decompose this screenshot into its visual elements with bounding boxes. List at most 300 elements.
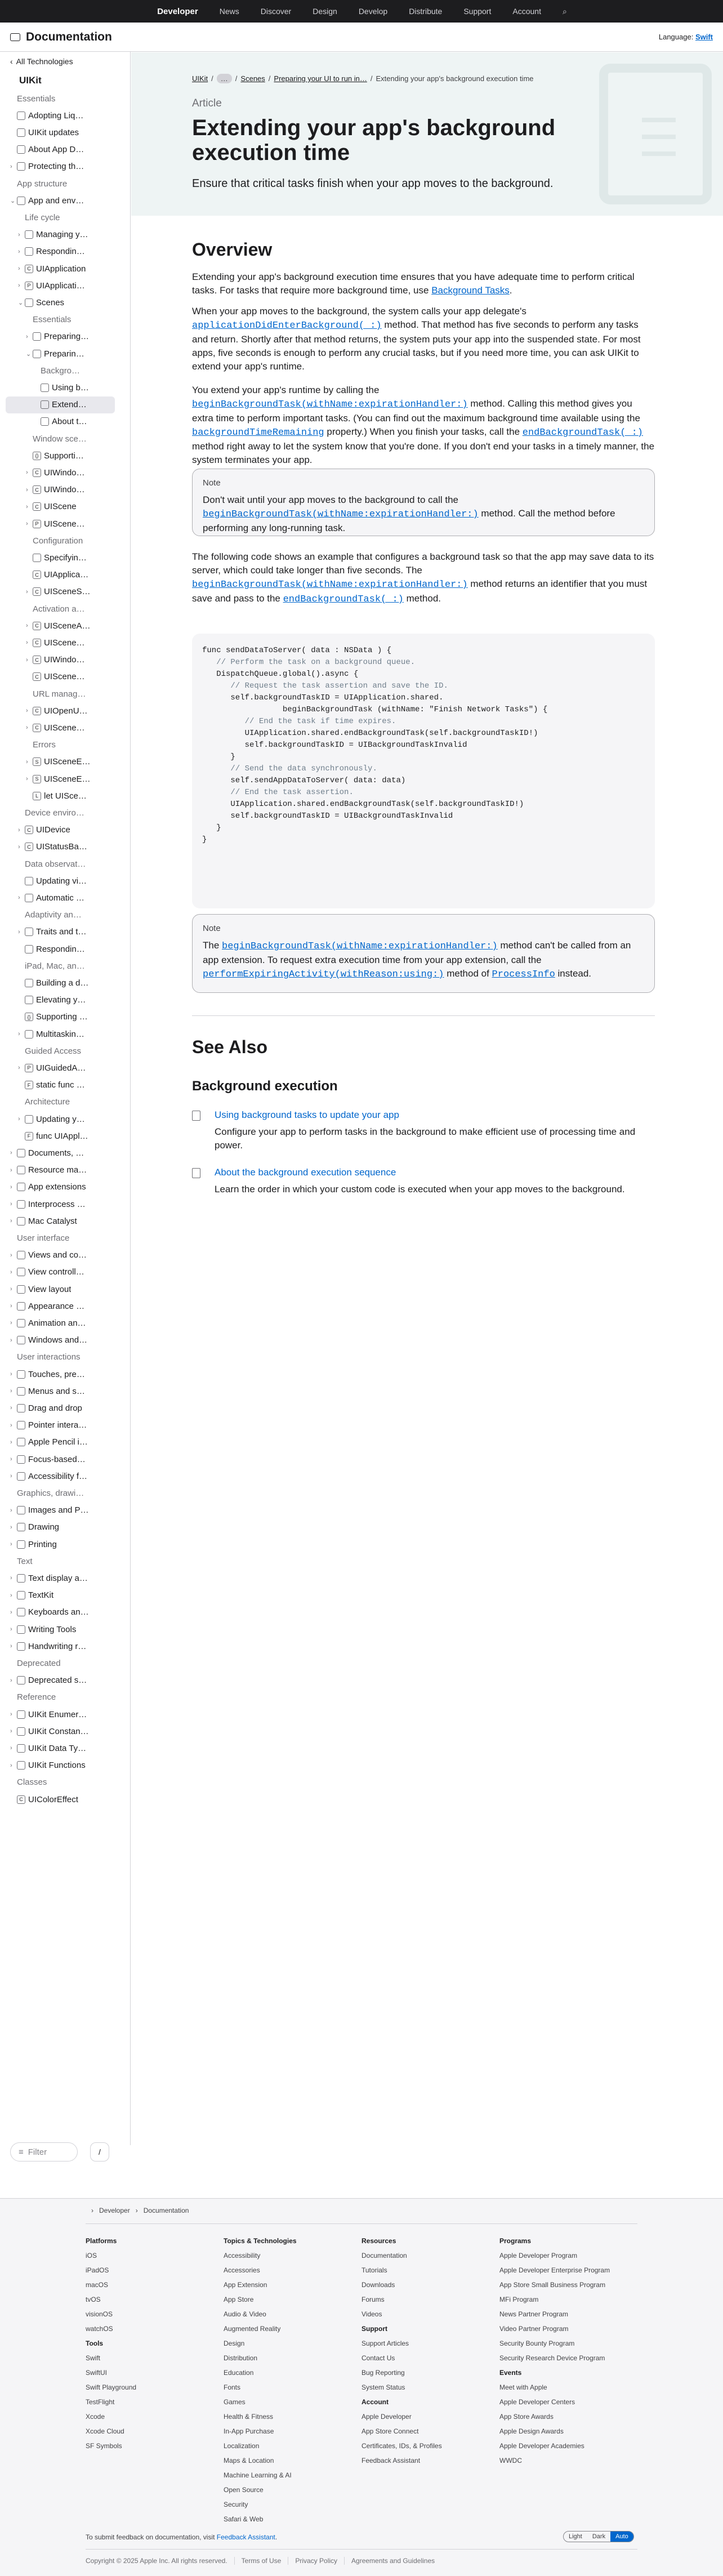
footer-link[interactable]: News Partner Program: [499, 2310, 569, 2318]
footer-link[interactable]: Tutorials: [362, 2266, 387, 2274]
footer-crumb-documentation[interactable]: Documentation: [143, 2207, 189, 2214]
sidebar-item[interactable]: [6, 396, 115, 413]
sidebar-item[interactable]: [0, 226, 131, 243]
sidebar-item[interactable]: [0, 583, 131, 600]
footer-link[interactable]: Safari & Web: [224, 2515, 264, 2523]
footer-link[interactable]: Localization: [224, 2442, 260, 2450]
local-nav: [0, 23, 723, 52]
documentation-title[interactable]: Documentation: [26, 30, 112, 43]
footer-link[interactable]: Swift: [86, 2354, 101, 2362]
nav-develop[interactable]: Develop: [358, 7, 388, 16]
article-icon: [25, 877, 33, 885]
sidebar-item[interactable]: [0, 1162, 131, 1179]
sidebar-item[interactable]: [0, 1127, 131, 1144]
sidebar-item-label: Deprecated s…: [28, 1675, 87, 1686]
footer-link[interactable]: Feedback Assistant: [362, 2457, 421, 2464]
chevron-right-icon[interactable]: ›: [26, 486, 28, 493]
sidebar-item[interactable]: [0, 1740, 131, 1757]
footer-link[interactable]: Open Source: [224, 2486, 264, 2494]
p3-text: You extend your app's runtime by calling the: [192, 385, 380, 395]
sidebar-item[interactable]: [0, 941, 131, 957]
sidebar-item[interactable]: [0, 1077, 131, 1094]
sidebar-item[interactable]: [0, 1587, 131, 1604]
chevron-right-icon[interactable]: ›: [10, 1762, 12, 1769]
sidebar-item[interactable]: [0, 243, 131, 260]
article-icon: [17, 1302, 25, 1311]
breadcrumb-more[interactable]: …: [217, 74, 232, 83]
background-time-remaining-link[interactable]: backgroundTimeRemaining: [192, 427, 324, 438]
note1-begin-link[interactable]: beginBackgroundTask(withName:expirationHandler:): [203, 509, 479, 520]
footer-link[interactable]: Augmented Reality: [224, 2325, 281, 2333]
footer-link[interactable]: Documentation: [362, 2252, 407, 2259]
article-icon: [17, 1523, 25, 1531]
article-icon: [17, 1472, 25, 1481]
background-tasks-link[interactable]: Background Tasks: [431, 285, 510, 296]
sidebar-item[interactable]: [0, 192, 131, 209]
sidebar-item-label: Adaptivity an…: [25, 910, 82, 920]
footer-link[interactable]: Meet with Apple: [499, 2383, 547, 2391]
footer-link[interactable]: Fonts: [224, 2383, 241, 2391]
all-technologies-link[interactable]: [0, 52, 130, 71]
chevron-right-icon[interactable]: ›: [10, 1166, 12, 1174]
footer-link[interactable]: MFi Program: [499, 2296, 539, 2303]
article-icon: [17, 1285, 25, 1294]
chevron-right-icon[interactable]: ›: [26, 707, 28, 715]
sidebar-item[interactable]: [0, 889, 131, 906]
note-callout-1: [192, 469, 655, 536]
sidebar-item[interactable]: [0, 1400, 131, 1416]
sidebar-item[interactable]: [0, 1536, 131, 1553]
article-icon: [17, 1642, 25, 1651]
chevron-right-icon[interactable]: ›: [26, 588, 28, 595]
chevron-right-icon[interactable]: ›: [18, 231, 20, 238]
chevron-right-icon[interactable]: ›: [26, 333, 28, 340]
sidebar-item[interactable]: [0, 1314, 131, 1331]
sidebar-item[interactable]: [0, 294, 131, 311]
footer-link[interactable]: Security Bounty Program: [499, 2339, 575, 2347]
note2-text-3: method of: [444, 968, 492, 979]
chevron-right-icon[interactable]: ›: [18, 1031, 20, 1037]
footer-link[interactable]: macOS: [86, 2281, 109, 2289]
chevron-right-icon[interactable]: ›: [18, 1116, 20, 1122]
footer-link[interactable]: Apple Design Awards: [499, 2427, 564, 2435]
symbol-icon: L: [33, 792, 41, 800]
footer-link[interactable]: App Store Awards: [499, 2413, 554, 2421]
sidebar-item[interactable]: [0, 668, 131, 685]
topic-link[interactable]: Using background tasks to update your app: [215, 1109, 399, 1120]
chevron-right-icon[interactable]: ›: [10, 1728, 12, 1735]
chevron-right-icon[interactable]: ›: [10, 1711, 12, 1718]
chevron-right-icon[interactable]: ›: [26, 622, 28, 630]
chevron-right-icon[interactable]: ›: [10, 1405, 12, 1412]
sidebar-item-label: UIKit Constan…: [28, 1726, 89, 1736]
sidebar-item-label: Handwriting r…: [28, 1641, 87, 1651]
footer-link[interactable]: Design: [224, 2339, 245, 2347]
footer-link[interactable]: iPadOS: [86, 2266, 109, 2274]
chevron-right-icon[interactable]: ›: [10, 1575, 12, 1582]
sidebar-item[interactable]: [0, 1009, 131, 1026]
sidebar-item-label: Essentials: [33, 315, 72, 325]
sidebar-item[interactable]: [0, 1723, 131, 1740]
chevron-right-icon[interactable]: ›: [26, 724, 28, 732]
sidebar-item[interactable]: [0, 1451, 131, 1468]
sidebar-group-label: [0, 1094, 131, 1111]
topic-description: Learn the order in which your custom code is executed when your app moves to the background.: [215, 1184, 625, 1195]
end-background-task-link[interactable]: endBackgroundTask(_:): [522, 427, 644, 438]
article-icon: [25, 928, 33, 936]
sidebar-item-label: Graphics, drawi…: [17, 1488, 84, 1498]
sidebar-item[interactable]: [0, 1247, 131, 1264]
chevron-down-icon[interactable]: ⌄: [10, 197, 16, 204]
sidebar-group-label: [0, 209, 131, 226]
footer-link[interactable]: App Store Connect: [362, 2427, 419, 2435]
sidebar-item[interactable]: [0, 498, 131, 515]
footer-link[interactable]: Videos: [362, 2310, 382, 2318]
perform-expiring-activity-link[interactable]: performExpiringActivity(withReason:using:): [203, 969, 444, 980]
chevron-down-icon[interactable]: ⌄: [18, 299, 24, 306]
footer-link[interactable]: Xcode: [86, 2413, 105, 2421]
sidebar-item-label: Preparin…: [44, 349, 84, 359]
footer-column: [362, 2234, 491, 2468]
nav-discover[interactable]: Discover: [260, 7, 292, 16]
sidebar-item[interactable]: [0, 277, 131, 294]
footer-link[interactable]: SF Symbols: [86, 2442, 122, 2450]
sidebar-section-title[interactable]: UIKit: [19, 75, 42, 86]
article-icon: [17, 1761, 25, 1770]
footer-link[interactable]: watchOS: [86, 2325, 113, 2333]
article-icon: [192, 1111, 200, 1121]
topic-link[interactable]: About the background execution sequence: [215, 1167, 396, 1178]
chevron-right-icon[interactable]: ›: [10, 1438, 12, 1446]
symbol-icon: C: [33, 707, 41, 715]
sidebar-item[interactable]: [0, 754, 131, 770]
chevron-right-icon[interactable]: ›: [26, 776, 28, 782]
article-icon: [33, 350, 41, 358]
sidebar-item[interactable]: [0, 549, 131, 566]
nav-distribute[interactable]: Distribute: [409, 7, 443, 16]
sidebar-item[interactable]: [0, 1468, 131, 1485]
sidebar-item[interactable]: [0, 1791, 131, 1808]
sidebar-item-label: UIApplica…: [44, 570, 89, 580]
sidebar-item[interactable]: [0, 515, 131, 532]
footer-link[interactable]: Apple Developer: [362, 2413, 412, 2421]
sidebar-item[interactable]: [0, 1026, 131, 1042]
sidebar-item[interactable]: [0, 719, 131, 736]
footer-link[interactable]: Machine Learning & AI: [224, 2471, 292, 2479]
sidebar-item-label: Elevating y…: [36, 995, 86, 1005]
footer-crumb-developer[interactable]: Developer: [99, 2207, 130, 2214]
footer-link[interactable]: Swift Playground: [86, 2383, 137, 2391]
footer-link[interactable]: Distribution: [224, 2354, 258, 2362]
chevron-right-icon[interactable]: ›: [10, 1388, 12, 1395]
code-line: // Request the task assertion and save the ID.: [202, 681, 448, 690]
sidebar-item[interactable]: [0, 1264, 131, 1281]
chevron-right-icon[interactable]: ›: [10, 1320, 12, 1327]
sidebar-item[interactable]: [0, 924, 131, 941]
footer-link[interactable]: System Status: [362, 2383, 405, 2391]
sidebar-item[interactable]: [0, 1196, 131, 1213]
footer-link[interactable]: Audio & Video: [224, 2310, 266, 2318]
chevron-right-icon[interactable]: ›: [10, 1251, 12, 1259]
chevron-right-icon[interactable]: ›: [18, 248, 20, 255]
feedback-assistant-link[interactable]: Feedback Assistant: [216, 2533, 275, 2541]
sidebar-item[interactable]: [0, 992, 131, 1009]
footer-link[interactable]: SwiftUI: [86, 2369, 108, 2377]
topic-description: Configure your app to perform tasks in the background to make efficient use of processing time and power.: [215, 1126, 636, 1151]
theme-switcher: [563, 2531, 634, 2542]
footer-link[interactable]: Accessibility: [224, 2252, 261, 2259]
legal-agreements[interactable]: Agreements and Guidelines: [344, 2557, 435, 2565]
footer-link[interactable]: Forums: [362, 2296, 385, 2303]
sidebar-item[interactable]: [0, 1281, 131, 1298]
sidebar-item[interactable]: [0, 482, 131, 498]
footer-link[interactable]: Security: [224, 2501, 248, 2508]
sidebar-item[interactable]: [0, 567, 131, 583]
chevron-right-icon[interactable]: ›: [10, 1643, 12, 1650]
sidebar-item[interactable]: [0, 447, 131, 464]
sidebar-item[interactable]: [0, 1111, 131, 1127]
footer-link[interactable]: Contact Us: [362, 2354, 395, 2362]
chevron-right-icon[interactable]: ›: [10, 1303, 12, 1310]
language-value[interactable]: Swift: [695, 33, 713, 41]
sidebar-item-label: Drawing: [28, 1522, 60, 1532]
chevron-right-icon[interactable]: ›: [10, 163, 12, 170]
sidebar-item-label: UIColorEffect: [28, 1794, 78, 1804]
process-info-link[interactable]: ProcessInfo: [492, 969, 555, 980]
search-icon[interactable]: ⌕: [562, 6, 567, 16]
sidebar-item-label: Architecture: [25, 1097, 70, 1107]
filter-input[interactable]: [10, 2142, 78, 2161]
footer-link[interactable]: Apple Developer Centers: [499, 2398, 575, 2406]
sidebar-item[interactable]: [0, 1570, 131, 1586]
sidebar-item[interactable]: [0, 1757, 131, 1774]
chevron-right-icon[interactable]: ›: [10, 1626, 12, 1633]
chevron-right-icon[interactable]: ›: [10, 1371, 12, 1378]
chevron-right-icon[interactable]: ›: [10, 1677, 12, 1684]
chevron-right-icon[interactable]: ›: [10, 1201, 12, 1207]
chevron-right-icon[interactable]: ›: [10, 1592, 12, 1599]
sidebar-item[interactable]: [0, 1144, 131, 1161]
chevron-right-icon[interactable]: ›: [10, 1507, 12, 1514]
footer-link[interactable]: Bug Reporting: [362, 2369, 405, 2377]
sidebar-item[interactable]: [0, 1621, 131, 1638]
chevron-right-icon[interactable]: ›: [10, 1473, 12, 1480]
chevron-right-icon[interactable]: ›: [10, 1456, 12, 1463]
footer-link[interactable]: Downloads: [362, 2281, 395, 2289]
chevron-right-icon[interactable]: ›: [10, 1745, 12, 1752]
chevron-right-icon[interactable]: ›: [10, 1608, 12, 1616]
chevron-right-icon[interactable]: ›: [10, 1541, 12, 1548]
breadcrumb-scenes[interactable]: Scenes: [240, 74, 265, 83]
footer-link[interactable]: Accessories: [224, 2266, 260, 2274]
footer-link[interactable]: Xcode Cloud: [86, 2427, 124, 2435]
footer-column: [86, 2234, 215, 2453]
sidebar-item[interactable]: [0, 634, 131, 651]
chevron-right-icon[interactable]: ›: [18, 282, 20, 289]
symbol-icon: C: [25, 265, 33, 273]
footer-link[interactable]: tvOS: [86, 2296, 101, 2303]
chevron-right-icon[interactable]: ›: [10, 1218, 12, 1225]
chevron-right-icon[interactable]: ›: [10, 1286, 12, 1293]
see-also-heading: See Also: [192, 1037, 267, 1057]
footer-link[interactable]: WWDC: [499, 2457, 522, 2464]
chevron-right-icon[interactable]: ›: [18, 894, 20, 902]
sidebar-item[interactable]: [0, 1332, 131, 1349]
sidebar-item[interactable]: [0, 1638, 131, 1655]
sidebar-item[interactable]: [0, 1298, 131, 1314]
theme-light[interactable]: Light: [569, 2533, 582, 2540]
footer-link[interactable]: Certificates, IDs, & Profiles: [362, 2442, 442, 2450]
theme-dark[interactable]: Dark: [592, 2533, 606, 2540]
sidebar-item-label: Errors: [33, 740, 56, 750]
legal-privacy[interactable]: Privacy Policy: [288, 2557, 337, 2565]
nav-design[interactable]: Design: [313, 7, 337, 16]
chevron-down-icon[interactable]: ⌄: [26, 350, 32, 358]
footer-link[interactable]: Support Articles: [362, 2339, 409, 2347]
article-icon: [17, 1727, 25, 1736]
chevron-right-icon[interactable]: ›: [26, 656, 28, 663]
theme-auto[interactable]: Auto: [610, 2532, 633, 2542]
sidebar-item[interactable]: [0, 617, 131, 634]
chevron-right-icon[interactable]: ›: [10, 1336, 12, 1344]
sidebar-item[interactable]: [0, 839, 131, 855]
sidebar-item[interactable]: [0, 464, 131, 481]
sidebar-item[interactable]: [0, 1672, 131, 1689]
did-enter-background-link[interactable]: applicationDidEnterBackground(_:): [192, 320, 382, 331]
nav-news[interactable]: News: [219, 7, 239, 16]
chevron-right-icon[interactable]: ›: [18, 826, 20, 834]
footer-link[interactable]: Maps & Location: [224, 2457, 274, 2464]
nav-account[interactable]: Account: [512, 7, 541, 16]
sidebar-item[interactable]: [0, 822, 131, 839]
footer-link[interactable]: In-App Purchase: [224, 2427, 274, 2435]
symbol-icon: P: [33, 520, 41, 528]
sidebar-group-label: [0, 1042, 131, 1059]
footer-link[interactable]: Video Partner Program: [499, 2325, 569, 2333]
sidebar-item[interactable]: [0, 124, 131, 141]
sidebar-item[interactable]: [0, 1383, 131, 1400]
footer-link[interactable]: Games: [224, 2398, 246, 2406]
sidebar-item[interactable]: [0, 260, 131, 277]
footer-link[interactable]: Education: [224, 2369, 254, 2377]
footer-link[interactable]: Apple Developer Enterprise Program: [499, 2266, 610, 2274]
sidebar-toggle-icon[interactable]: [10, 33, 20, 41]
sidebar-item-label: Life cycle: [25, 212, 60, 222]
sidebar-item[interactable]: [0, 787, 131, 804]
chevron-right-icon[interactable]: ›: [26, 758, 28, 765]
sidebar-item[interactable]: [0, 1213, 131, 1229]
sidebar-item[interactable]: [0, 1417, 131, 1434]
footer-link[interactable]: App Store Small Business Program: [499, 2281, 606, 2289]
footer-link[interactable]: Security Research Device Program: [499, 2354, 605, 2362]
sidebar-item[interactable]: [0, 1502, 131, 1519]
begin-background-task-link[interactable]: beginBackgroundTask(withName:expirationHandler:): [192, 399, 468, 410]
chevron-right-icon[interactable]: ›: [10, 1183, 12, 1191]
note-body: [203, 939, 644, 982]
footer-column: [499, 2234, 629, 2468]
developer-logo[interactable]: [156, 7, 198, 16]
sidebar-item[interactable]: [0, 1179, 131, 1196]
sidebar-item[interactable]: [0, 1059, 131, 1076]
symbol-icon: C: [33, 571, 41, 579]
code-line: DispatchQueue.global().async {: [202, 670, 359, 679]
footer-link[interactable]: visionOS: [86, 2310, 113, 2318]
chevron-right-icon[interactable]: ›: [18, 928, 20, 935]
hero: [131, 52, 723, 216]
article-icon: [17, 1336, 25, 1344]
article-icon: [17, 1506, 25, 1514]
sidebar-item[interactable]: [0, 1366, 131, 1383]
chevron-right-icon[interactable]: ›: [26, 520, 28, 527]
sidebar-item[interactable]: [0, 872, 131, 889]
all-technologies-label: All Technologies: [16, 57, 73, 66]
article-icon: [17, 1149, 25, 1157]
sidebar-item[interactable]: [0, 379, 131, 396]
chevron-right-icon[interactable]: ›: [10, 1421, 12, 1429]
sidebar-item[interactable]: [0, 107, 131, 124]
overview-heading: Overview: [192, 239, 273, 260]
chevron-right-icon[interactable]: ›: [10, 1268, 12, 1276]
footer-link[interactable]: TestFlight: [86, 2398, 115, 2406]
chevron-right-icon[interactable]: ›: [26, 503, 28, 510]
note2-begin-link[interactable]: beginBackgroundTask(withName:expirationHandler:): [222, 941, 498, 952]
sidebar-item-label: Updating y…: [36, 1114, 85, 1124]
sidebar-item[interactable]: [0, 141, 131, 158]
chevron-right-icon[interactable]: ›: [18, 843, 20, 850]
sidebar-item[interactable]: [0, 1519, 131, 1536]
breadcrumb-preparing[interactable]: Preparing your UI to run in…: [274, 74, 367, 83]
note-callout-2: [192, 914, 655, 993]
symbol-icon: S: [33, 775, 41, 783]
footer-link[interactable]: Apple Developer Academies: [499, 2442, 584, 2450]
sidebar-item[interactable]: [0, 345, 131, 362]
p4-end-link[interactable]: endBackgroundTask(_:): [283, 594, 404, 605]
language-selector[interactable]: [659, 33, 713, 41]
sidebar-item[interactable]: [0, 1604, 131, 1621]
sidebar-group-label: [0, 600, 131, 617]
sidebar-item[interactable]: [0, 974, 131, 991]
nav-support[interactable]: Support: [463, 7, 492, 16]
sidebar-item[interactable]: [0, 1434, 131, 1451]
chevron-right-icon[interactable]: ›: [18, 265, 20, 272]
chevron-right-icon[interactable]: ›: [10, 1523, 12, 1531]
chevron-right-icon[interactable]: ›: [10, 1149, 12, 1157]
chevron-right-icon[interactable]: ›: [26, 469, 28, 476]
legal-terms[interactable]: Terms of Use: [234, 2557, 282, 2565]
breadcrumb-uikit[interactable]: UIKit: [192, 74, 208, 83]
sidebar-item[interactable]: [0, 328, 131, 345]
sidebar-item[interactable]: [0, 413, 131, 430]
sidebar-item-label: UIWindo…: [44, 467, 85, 478]
sidebar-item[interactable]: [0, 770, 131, 787]
sidebar-item[interactable]: [0, 158, 131, 175]
article-icon: [17, 128, 25, 137]
abstract: Ensure that critical tasks finish when your app moves to the background.: [192, 177, 554, 190]
sidebar-group-label: [0, 1349, 131, 1366]
chevron-right-icon[interactable]: ›: [26, 639, 28, 647]
chevron-right-icon[interactable]: ›: [18, 1064, 20, 1072]
sidebar-item[interactable]: [0, 652, 131, 668]
sidebar-item[interactable]: [0, 702, 131, 719]
footer-link[interactable]: iOS: [86, 2252, 97, 2259]
p4-begin-link[interactable]: beginBackgroundTask(withName:expirationHandler:): [192, 580, 468, 590]
footer-link[interactable]: App Store: [224, 2296, 254, 2303]
article-icon: [17, 1574, 25, 1583]
footer-link[interactable]: Health & Fitness: [224, 2413, 274, 2421]
sidebar-item[interactable]: [0, 1706, 131, 1723]
footer-link[interactable]: Apple Developer Program: [499, 2252, 578, 2259]
footer-link[interactable]: App Extension: [224, 2281, 267, 2289]
